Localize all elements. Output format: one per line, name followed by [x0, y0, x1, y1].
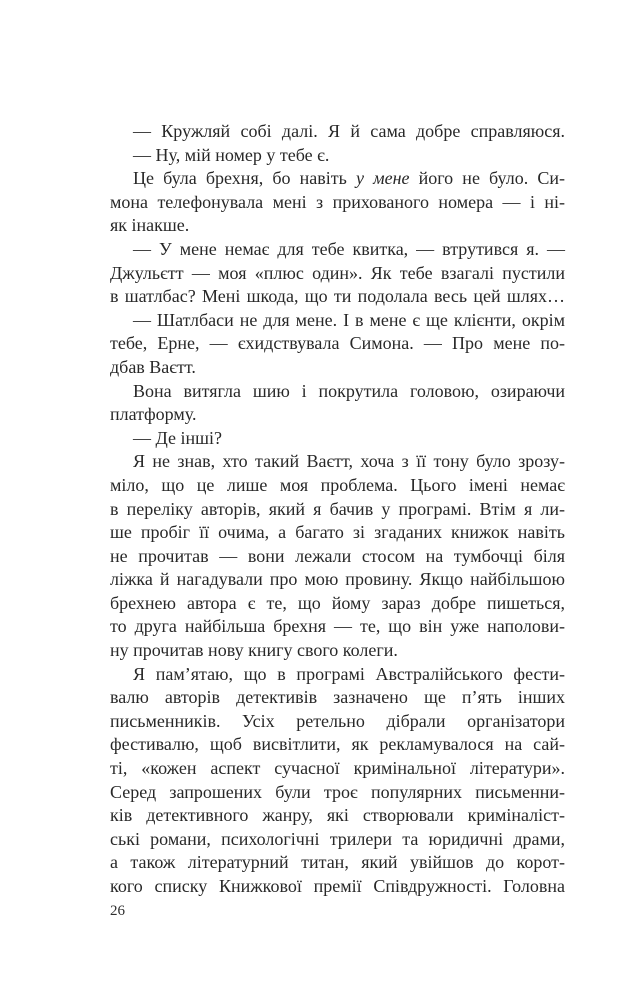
text-line: не прочитав — вони лежали стосом на тумбочці біля [110, 545, 565, 566]
text-line: як інакше. [110, 215, 190, 236]
page-number: 26 [110, 903, 125, 919]
text-line: а також літературний титан, який увійшов до корот- [110, 852, 565, 873]
text-line: — Ну, мій номер у тебе є. [133, 144, 330, 165]
italic-text: у мене [355, 168, 410, 189]
paragraph [110, 144, 565, 168]
paragraph [110, 309, 565, 380]
text-line: ті, «кожен аспект сучасної кримінальної літератури». [110, 758, 565, 779]
text-line: ліжка й нагадували про мою провину. Якщо найбільшою [110, 569, 565, 590]
text-line: мона телефонувала мені з прихованого номера — і ні- [110, 191, 565, 212]
paragraph [110, 663, 565, 899]
text-segment: його не було. Си- [409, 168, 565, 189]
text-line: кого списку Книжкової премії Співдружності. Головна [110, 876, 565, 896]
text-line: платформу. [110, 404, 197, 425]
paragraph [110, 238, 565, 309]
text-line: ків детективного жанру, які створювали криміналіст- [110, 805, 565, 826]
text-line: Вона витягла шию і покрутила головою, озираючи [133, 380, 565, 401]
text-line: Джульєтт — моя «плюс один». Як тебе взагалі пустили [110, 262, 565, 283]
text-line: брехнею автора є те, що йому зараз добре пишеться, [110, 592, 565, 613]
text-line: валю авторів детективів зазначено ще п’ять інших [110, 687, 565, 708]
page-text [110, 120, 565, 899]
text-line: письменників. Усіх ретельно дібрали організатори [110, 710, 565, 731]
text-line: в переліку авторів, який я бачив у програмі. Втім я ли- [110, 498, 565, 519]
text-line: фестивалю, щоб висвітлити, як рекламувалося на сай- [110, 734, 565, 755]
text-line: в шатлбас? Мені шкода, що ти подолала весь цей шлях… [110, 286, 565, 307]
text-line: — Кружляй собі далі. Я й сама добре справляюся. [133, 121, 565, 141]
text-line: тебе, Ерне, — єхидствувала Симона. — Про мене по- [110, 333, 565, 354]
text-line: Серед запрошених були троє популярних письменни- [110, 781, 565, 802]
paragraph [110, 427, 565, 451]
text-line: — Шатлбаси не для мене. І в мене є ще клієнти, окрім [133, 309, 565, 330]
text-line: ше пробіг її очима, а багато зі згаданих книжок навіть [110, 522, 565, 543]
text-line: ну прочитав нову книгу свого колеги. [110, 640, 398, 661]
text-line: Я не знав, хто такий Ваєтт, хоча з її тону було зрозу- [133, 451, 565, 472]
paragraph [110, 167, 565, 238]
text-line: дбав Ваєтт. [110, 356, 196, 377]
text-line: міло, що це лише моя проблема. Цього імені немає [110, 474, 565, 495]
paragraph [110, 450, 565, 662]
paragraph [110, 380, 565, 427]
paragraph [110, 120, 565, 144]
text-line: — У мене немає для тебе квитка, — втрутився я. — [133, 238, 565, 259]
text-segment: Це була брехня, бо навіть [133, 168, 356, 189]
text-line [110, 167, 565, 191]
text-line: ські романи, психологічні трилери та юридичні драми, [110, 828, 565, 849]
text-line: — Де інші? [133, 427, 222, 448]
text-line: Я пам’ятаю, що в програмі Австралійського фести- [133, 663, 565, 684]
text-line: то друга найбільша брехня — те, що він уже наполови- [110, 616, 565, 637]
